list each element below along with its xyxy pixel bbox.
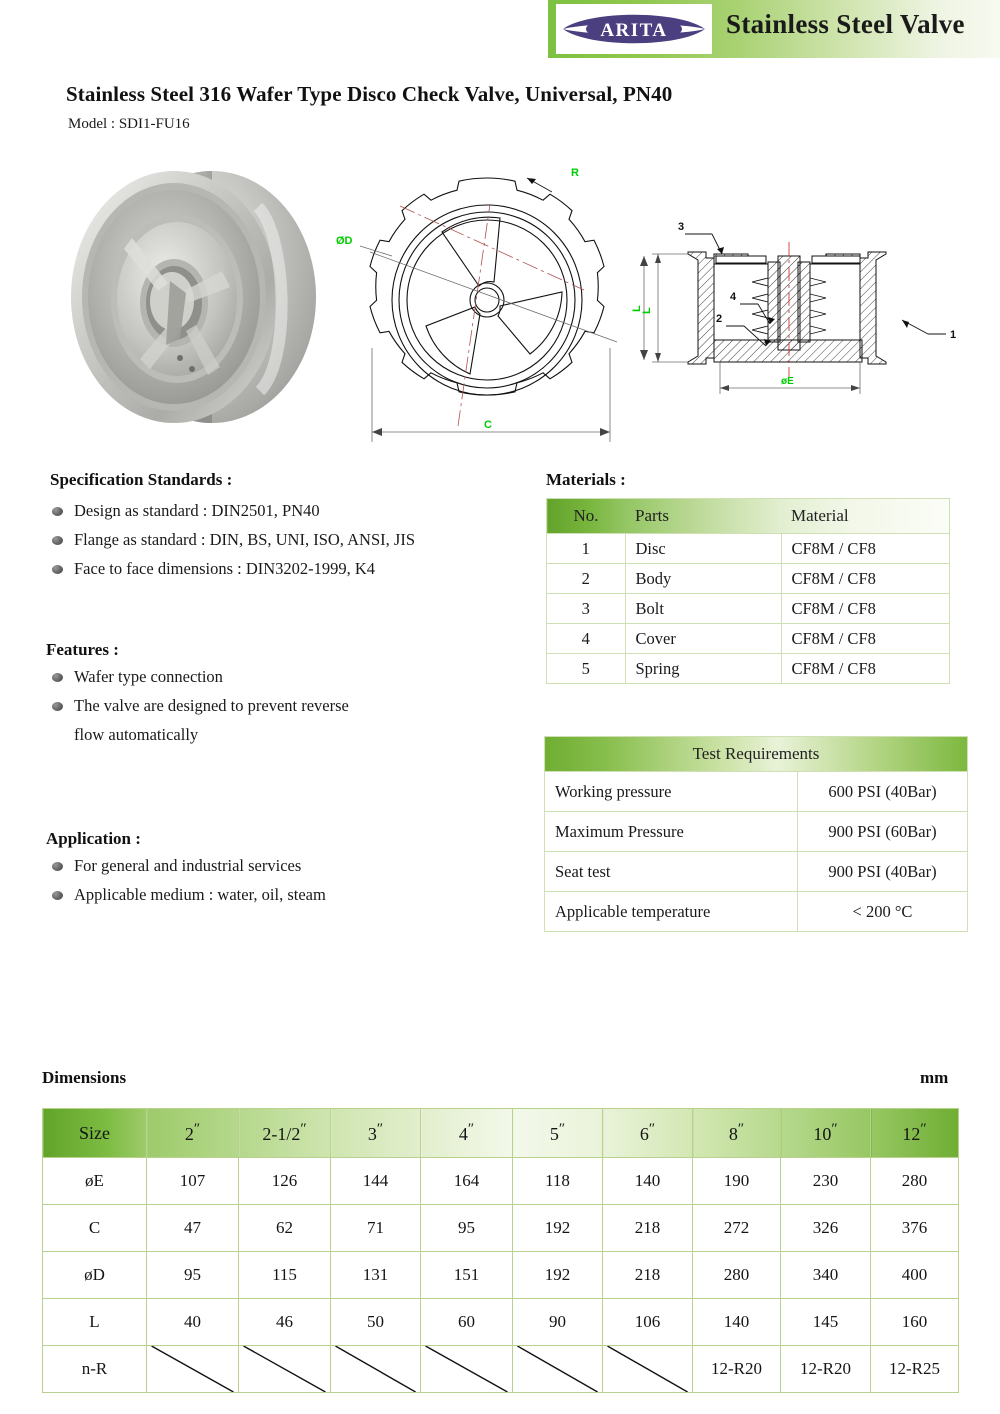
cell-material: CF8M / CF8 xyxy=(781,564,950,594)
row-label: L xyxy=(43,1299,147,1346)
cell-empty-slashed xyxy=(147,1346,239,1393)
size-value: 5 xyxy=(549,1124,559,1144)
column-header-no: No. xyxy=(547,499,626,534)
header-size-2-1-2 xyxy=(239,1109,331,1158)
header-size-5 xyxy=(513,1109,603,1158)
cell-value: 12-R20 xyxy=(781,1346,871,1393)
table-row xyxy=(547,654,950,684)
cell-value: 106 xyxy=(603,1299,693,1346)
cell-test-name: Seat test xyxy=(545,852,798,892)
row-label: øD xyxy=(43,1252,147,1299)
model-label: Model : SDI1-FU16 xyxy=(68,116,190,132)
cell-value: 90 xyxy=(513,1299,603,1346)
cell-value: 272 xyxy=(693,1205,781,1252)
label-c: C xyxy=(484,419,492,431)
label-l-section: L xyxy=(641,307,653,314)
list-item-text: For general and industrial services xyxy=(74,856,302,875)
size-value: 2-1/2 xyxy=(262,1124,301,1144)
cell-value: 145 xyxy=(781,1299,871,1346)
cell-value: 40 xyxy=(147,1299,239,1346)
label-diameter-e: øE xyxy=(781,376,794,387)
table-row xyxy=(545,812,968,852)
front-view-drawing xyxy=(322,160,652,460)
table-header-row xyxy=(545,737,968,772)
header-size-6 xyxy=(603,1109,693,1158)
dimensions-unit: mm xyxy=(920,1068,949,1087)
cell-value: 192 xyxy=(513,1252,603,1299)
header-size-8 xyxy=(693,1109,781,1158)
cell-test-value: 900 PSI (60Bar) xyxy=(798,812,968,852)
table-row xyxy=(545,892,968,932)
list-item xyxy=(50,691,349,720)
table-row xyxy=(545,852,968,892)
list-item xyxy=(50,554,415,583)
cell-value: 62 xyxy=(239,1205,331,1252)
cell-empty-slashed xyxy=(603,1346,693,1393)
prime-mark: ″ xyxy=(467,1121,475,1137)
cell-test-value: 600 PSI (40Bar) xyxy=(798,772,968,812)
size-value: 8 xyxy=(728,1124,738,1144)
cell-part: Cover xyxy=(625,624,781,654)
row-label: øE xyxy=(43,1158,147,1205)
dimensions-table xyxy=(42,1108,959,1393)
table-row xyxy=(547,624,950,654)
bullet-icon xyxy=(52,862,63,871)
cell-value: 95 xyxy=(421,1205,513,1252)
row-label: n-R xyxy=(43,1346,147,1393)
list-item xyxy=(50,880,326,909)
table-header-row xyxy=(547,499,950,534)
cell-no: 5 xyxy=(547,654,626,684)
size-value: 10 xyxy=(813,1124,832,1144)
cell-material: CF8M / CF8 xyxy=(781,624,950,654)
table-row xyxy=(43,1299,959,1346)
cell-part: Spring xyxy=(625,654,781,684)
callout-3: 3 xyxy=(678,221,685,233)
row-label: C xyxy=(43,1205,147,1252)
header-size-12 xyxy=(871,1109,959,1158)
svg-text:ARITA: ARITA xyxy=(600,20,668,41)
test-requirements-table xyxy=(544,736,968,932)
cell-test-value: < 200 °C xyxy=(798,892,968,932)
cell-test-name: Working pressure xyxy=(545,772,798,812)
header-size-10 xyxy=(781,1109,871,1158)
cell-value: 115 xyxy=(239,1252,331,1299)
table-row xyxy=(547,594,950,624)
cell-value: 107 xyxy=(147,1158,239,1205)
cell-part: Bolt xyxy=(625,594,781,624)
list-item-text: flow automatically xyxy=(74,725,199,744)
cell-value: 47 xyxy=(147,1205,239,1252)
cell-no: 3 xyxy=(547,594,626,624)
table-row xyxy=(545,772,968,812)
prime-mark: ″ xyxy=(920,1121,927,1137)
prime-mark: ″ xyxy=(831,1121,838,1137)
cell-test-name: Maximum Pressure xyxy=(545,812,798,852)
cell-empty-slashed xyxy=(239,1346,331,1393)
specification-heading: Specification Standards : xyxy=(50,470,233,489)
arita-logo xyxy=(556,4,712,54)
prime-mark: ″ xyxy=(558,1121,566,1137)
bullet-icon xyxy=(52,536,63,545)
cell-value: 164 xyxy=(421,1158,513,1205)
section-view-drawing xyxy=(640,212,975,402)
label-l: L xyxy=(631,305,643,312)
cell-value: 376 xyxy=(871,1205,959,1252)
table-row xyxy=(43,1346,959,1393)
cell-value: 46 xyxy=(239,1299,331,1346)
cell-value: 71 xyxy=(331,1205,421,1252)
cell-value: 160 xyxy=(871,1299,959,1346)
page-title: Stainless Steel 316 Wafer Type Disco Check Valve, Universal, PN40 xyxy=(66,82,673,106)
cell-part: Body xyxy=(625,564,781,594)
callout-4: 4 xyxy=(730,291,737,303)
prime-mark: ″ xyxy=(193,1121,201,1137)
column-header-parts: Parts xyxy=(625,499,781,534)
list-item xyxy=(50,525,415,554)
list-item-text: Wafer type connection xyxy=(74,667,223,686)
bullet-icon xyxy=(52,507,63,516)
materials-heading: Materials : xyxy=(546,470,626,489)
cell-value: 230 xyxy=(781,1158,871,1205)
cell-test-name: Applicable temperature xyxy=(545,892,798,932)
cell-empty-slashed xyxy=(331,1346,421,1393)
cell-test-value: 900 PSI (40Bar) xyxy=(798,852,968,892)
page-header xyxy=(0,0,1000,58)
list-item-text: Face to face dimensions : DIN3202-1999, K4 xyxy=(74,559,376,578)
size-value: 3 xyxy=(367,1124,377,1144)
callout-2: 2 xyxy=(716,313,723,325)
list-item-text: Flange as standard : DIN, BS, UNI, ISO, ANSI, JIS xyxy=(74,530,415,549)
cell-part: Disc xyxy=(625,534,781,564)
size-value: 12 xyxy=(902,1124,921,1144)
size-value: 2 xyxy=(184,1124,194,1144)
dimensions-label: Dimensions xyxy=(42,1068,127,1087)
cell-value: 144 xyxy=(331,1158,421,1205)
cell-value: 60 xyxy=(421,1299,513,1346)
list-item xyxy=(50,496,415,525)
cell-material: CF8M / CF8 xyxy=(781,654,950,684)
label-r: R xyxy=(571,167,579,179)
cell-value: 118 xyxy=(513,1158,603,1205)
cell-value: 218 xyxy=(603,1205,693,1252)
label-diameter-d: ØD xyxy=(336,235,353,247)
cell-no: 2 xyxy=(547,564,626,594)
prime-mark: ″ xyxy=(648,1121,656,1137)
cell-value: 218 xyxy=(603,1252,693,1299)
list-item-continuation xyxy=(50,720,349,749)
cell-material: CF8M / CF8 xyxy=(781,594,950,624)
list-item xyxy=(50,662,349,691)
prime-mark: ″ xyxy=(300,1121,307,1137)
header-size: Size xyxy=(43,1109,147,1158)
header-size-4 xyxy=(421,1109,513,1158)
table-row xyxy=(547,564,950,594)
bullet-icon xyxy=(52,702,63,711)
specification-list xyxy=(50,496,415,583)
cell-value: 126 xyxy=(239,1158,331,1205)
dimensions-header-row xyxy=(43,1109,959,1158)
callout-1: 1 xyxy=(950,329,957,341)
list-item xyxy=(50,851,326,880)
prime-mark: ″ xyxy=(376,1121,384,1137)
cell-value: 326 xyxy=(781,1205,871,1252)
brand-title: Stainless Steel Valve xyxy=(726,9,965,39)
table-row xyxy=(547,534,950,564)
cell-value: 131 xyxy=(331,1252,421,1299)
application-list xyxy=(50,851,326,909)
features-heading: Features : xyxy=(46,640,119,659)
bullet-icon xyxy=(52,891,63,900)
size-value: 6 xyxy=(639,1124,649,1144)
cell-value: 280 xyxy=(693,1252,781,1299)
prime-mark: ″ xyxy=(737,1121,745,1137)
cell-value: 12-R25 xyxy=(871,1346,959,1393)
table-row xyxy=(43,1205,959,1252)
cell-value: 12-R20 xyxy=(693,1346,781,1393)
bullet-icon xyxy=(52,565,63,574)
bullet-icon xyxy=(52,673,63,682)
table-row xyxy=(43,1252,959,1299)
size-value: 4 xyxy=(458,1124,468,1144)
header-size-2 xyxy=(147,1109,239,1158)
cell-empty-slashed xyxy=(421,1346,513,1393)
cell-value: 50 xyxy=(331,1299,421,1346)
cell-empty-slashed xyxy=(513,1346,603,1393)
list-item-text: Applicable medium : water, oil, steam xyxy=(74,885,326,904)
features-list xyxy=(50,662,349,749)
cell-value: 140 xyxy=(603,1158,693,1205)
cell-value: 340 xyxy=(781,1252,871,1299)
list-item-text: Design as standard : DIN2501, PN40 xyxy=(74,501,320,520)
arita-logo-icon xyxy=(559,6,709,52)
product-photo xyxy=(62,163,320,431)
test-requirements-title: Test Requirements xyxy=(545,737,968,772)
table-row xyxy=(43,1158,959,1205)
cell-no: 4 xyxy=(547,624,626,654)
cell-no: 1 xyxy=(547,534,626,564)
materials-table xyxy=(546,498,950,684)
header-size-3 xyxy=(331,1109,421,1158)
cell-value: 400 xyxy=(871,1252,959,1299)
cell-value: 280 xyxy=(871,1158,959,1205)
column-header-material: Material xyxy=(781,499,950,534)
cell-value: 151 xyxy=(421,1252,513,1299)
cell-value: 95 xyxy=(147,1252,239,1299)
cell-value: 192 xyxy=(513,1205,603,1252)
application-heading: Application : xyxy=(46,829,141,848)
cell-value: 140 xyxy=(693,1299,781,1346)
cell-material: CF8M / CF8 xyxy=(781,534,950,564)
cell-value: 190 xyxy=(693,1158,781,1205)
list-item-text: The valve are designed to prevent reverse xyxy=(74,696,349,715)
